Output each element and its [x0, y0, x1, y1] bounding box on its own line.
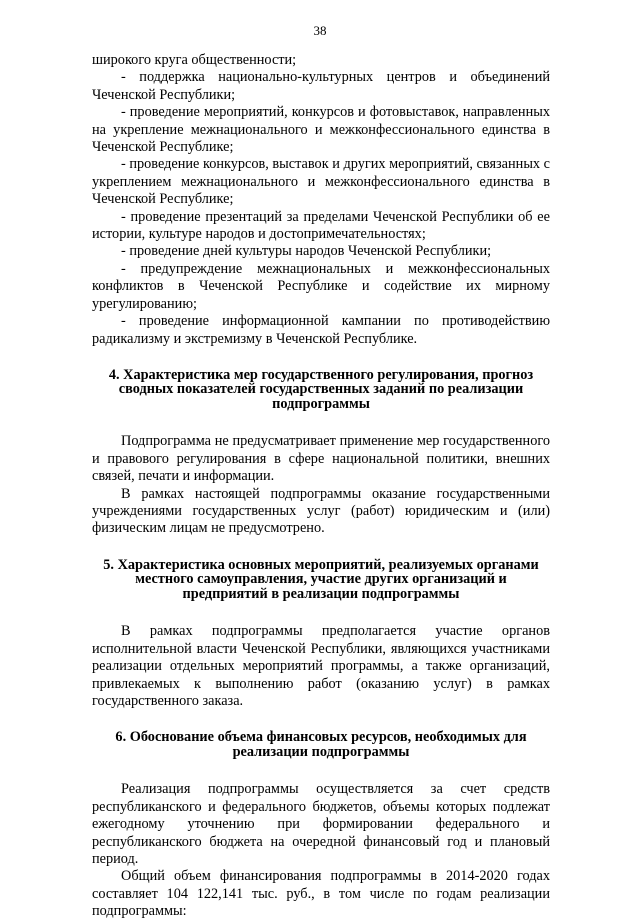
list-item: - проведение мероприятий, конкурсов и фотовыставок, направленных на укрепление межнационального и межконфессионального единства в Чеченской Республике;: [92, 104, 550, 156]
page-content: [92, 52, 550, 921]
section-4-heading: 4. Характеристика мер государственного регулирования, прогноз сводных показателей государственных заданий по реализации подпрограммы: [108, 366, 534, 412]
page-number: 38: [313, 23, 327, 38]
list-item: - проведение конкурсов, выставок и других мероприятий, связанных с укреплением межнационального и межконфессионального единства в Чеченской Республике;: [92, 156, 550, 208]
section-4-paragraph: В рамках настоящей подпрограммы оказание государственными учреждениями государственных услуг (работ) юридическим и (или) физическим лицам не предусмотрено.: [92, 485, 550, 537]
list-item: - предупреждение межнациональных и межконфессиональных конфликтов в Чеченской Республике и содействие их мирному урегулированию;: [92, 260, 550, 312]
section-4-paragraph: Подпрограмма не предусматривает применение мер государственного и правового регулирования в сфере национальной политики, внешних связей, печати и информации.: [92, 433, 550, 485]
section-6-paragraph: Реализация подпрограммы осуществляется за счет средств республиканского и федерального бюджетов, объемы которых подлежат ежегодному уточнению при формировании федерального и республиканского бюджета на очередной финансовый год и плановый период.: [92, 781, 550, 867]
section-5-heading: 5. Характеристика основных мероприятий, реализуемых органами местного самоуправления, участие других организаций и предприятий в реализации подпрограммы: [103, 556, 539, 602]
list-item: - проведение информационной кампании по противодействию радикализму и экстремизму в Чеченской Республике.: [92, 313, 550, 347]
list-item: - проведение дней культуры народов Чеченской Республики;: [121, 243, 492, 260]
section-6-heading: 6. Обоснование объема финансовых ресурсов, необходимых для реализации подпрограммы: [115, 729, 527, 760]
list-item: - проведение презентаций за пределами Чеченской Республики об ее истории, культуре народов и достопримечательностях;: [92, 208, 550, 243]
section-6-paragraph: Общий объем финансирования подпрограммы в 2014-2020 годах составляет 104 122,141 тыс. руб., в том числе по годам реализации подпрограммы:: [92, 868, 550, 920]
intro-continuation: широкого круга общественности;: [92, 52, 297, 68]
list-item: - поддержка национально-культурных центров и объединений Чеченской Республики;: [92, 69, 550, 103]
section-5-paragraph: В рамках подпрограммы предполагается участие органов исполнительной власти Чеченской Республики, являющихся участниками реализации отдельных мероприятий программы, а также организаций, привлекаемых к выполнению работ (оказанию услуг) в рамках государственного заказа.: [92, 623, 550, 709]
